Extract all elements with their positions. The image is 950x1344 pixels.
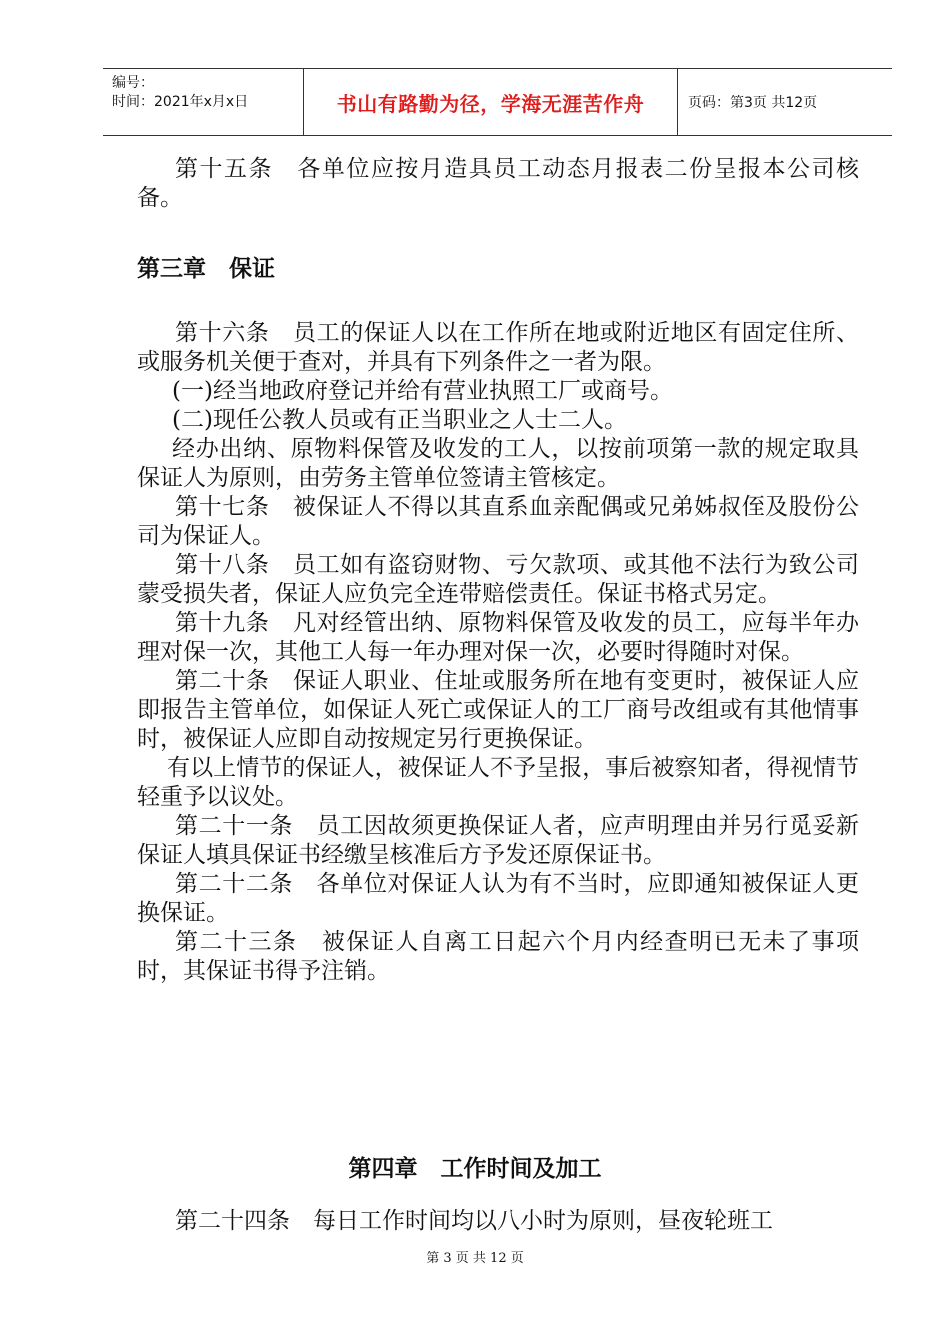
header-page-cell	[678, 69, 892, 135]
article-18: 第十八条 员工如有盗窃财物、亏欠款项、或其他不法行为致公司蒙受损失者，保证人应负完全连带赔偿责任。保证书格式另定。	[137, 552, 859, 607]
header-motto-cell	[304, 69, 678, 135]
article-23: 第二十三条 被保证人自离工日起六个月内经查明已无未了事项时，其保证书得予注销。	[137, 929, 859, 984]
header-table	[103, 68, 892, 136]
article-16-note: 经办出纳、原物料保管及收发的工人，以按前项第一款的规定取具保证人为原则，由劳务主管单位签请主管核定。	[137, 436, 859, 491]
chapter-3-title: 第三章 保证	[137, 256, 275, 282]
number-label: 编号：	[112, 75, 154, 91]
page-footer: 第 3 页 共 12 页	[426, 1251, 524, 1266]
page-label: 页码：第3页 共12页	[688, 95, 818, 111]
article-20: 第二十条 保证人职业、住址或服务所在地有变更时，被保证人应即报告主管单位，如保证人死亡或保证人的工厂商号改组或有其他情事时，被保证人应即自动按规定另行更换保证。	[137, 668, 859, 752]
header-info-cell	[103, 69, 304, 135]
article-16: 第十六条 员工的保证人以在工作所在地或附近地区有固定住所、或服务机关便于查对，并具有下列条件之一者为限。	[137, 320, 859, 375]
article-17: 第十七条 被保证人不得以其直系血亲配偶或兄弟姊叔侄及股份公司为保证人。	[137, 494, 859, 549]
article-15: 第十五条 各单位应按月造具员工动态月报表二份呈报本公司核备。	[137, 156, 859, 211]
article-16-item-1: (一)经当地政府登记并给有营业执照工厂或商号。	[172, 378, 673, 404]
document-body	[137, 155, 859, 986]
article-22: 第二十二条 各单位对保证人认为有不当时，应即通知被保证人更换保证。	[137, 871, 859, 926]
article-20-note: 有以上情节的保证人，被保证人不予呈报，事后被察知者，得视情节轻重予以议处。	[137, 755, 859, 810]
article-16-item-2: (二)现任公教人员或有正当职业之人士二人。	[172, 407, 627, 433]
chapter-4-title: 第四章 工作时间及加工	[348, 1156, 602, 1182]
article-19: 第十九条 凡对经管出纳、原物料保管及收发的员工，应每半年办理对保一次，其他工人每一年办理对保一次，必要时得随时对保。	[137, 610, 859, 665]
article-24-container	[137, 1207, 859, 1236]
article-24: 第二十四条 每日工作时间均以八小时为原则，昼夜轮班工	[175, 1208, 773, 1234]
article-21: 第二十一条 员工因故须更换保证人者，应声明理由并另行觅妥新保证人填具保证书经缴呈核准后方予发还原保证书。	[137, 813, 859, 868]
time-label: 时间：2021年x月x日	[112, 94, 249, 110]
motto-text: 书山有路勤为径，学海无涯苦作舟	[336, 91, 645, 116]
